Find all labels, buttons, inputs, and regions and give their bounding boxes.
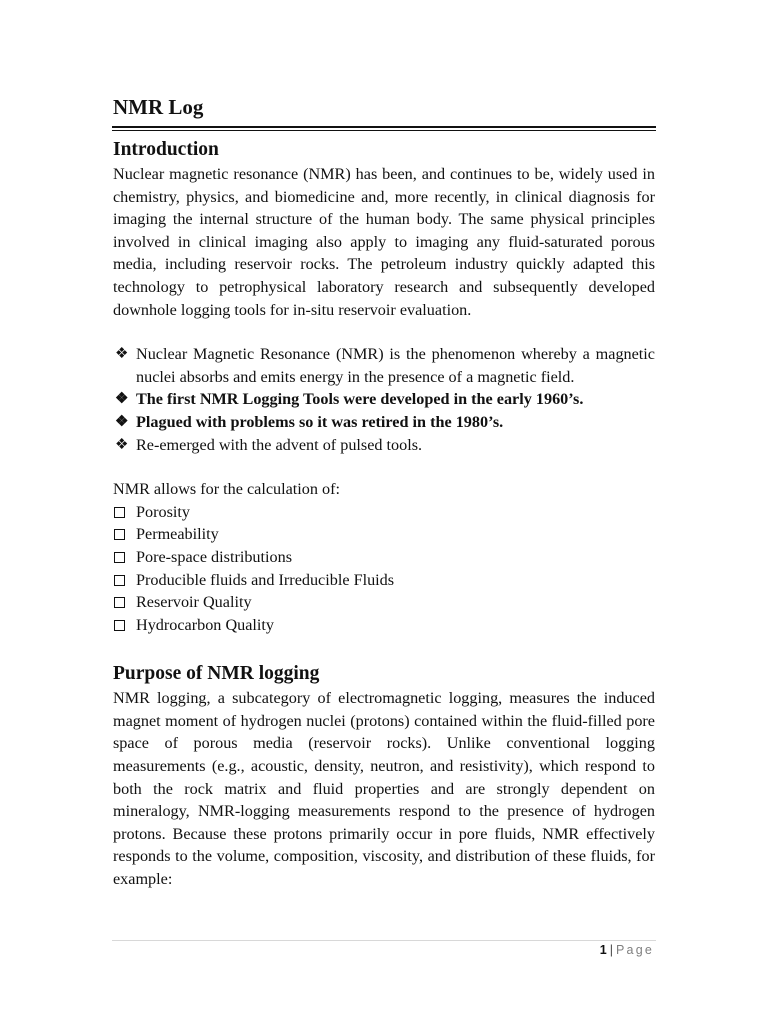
- diamond-bullet-icon: ❖: [115, 346, 129, 363]
- checkbox-bullet-icon: [114, 529, 125, 540]
- checkbox-bullet-icon: [114, 620, 125, 631]
- page-footer: [600, 943, 654, 957]
- page-number: 1: [599, 943, 607, 957]
- list-item-text: Plagued with problems so it was retired in the 1980’s.: [136, 412, 504, 431]
- introduction-heading: Introduction: [113, 139, 219, 160]
- list-item-text: The first NMR Logging Tools were developed in the early 1960’s.: [136, 390, 584, 409]
- list-item: [113, 614, 655, 637]
- checkbox-bullet-icon: [114, 552, 125, 563]
- checkbox-bullet-icon: [114, 507, 125, 518]
- list-item: [113, 546, 655, 569]
- list-item: [113, 434, 655, 457]
- diamond-bullet-icon: ❖: [115, 436, 129, 453]
- purpose-heading: Purpose of NMR logging: [113, 663, 320, 685]
- footer-rule: [112, 940, 656, 941]
- document-body: [113, 136, 655, 891]
- diamond-bullet-icon: ❖: [115, 413, 129, 430]
- introduction-paragraph: Nuclear magnetic resonance (NMR) has been, and continues to be, widely used in chemistry, physics, and biomedicine and, more recently, in clinical diagnosis for imaging the internal structure of the human body. The same physical principles involved in clinical imaging also apply to imaging any fluid-saturated porous media, including reservoir rocks. The petroleum industry quickly adapted this technology to petrophysical laboratory research and subsequently developed downhole logging tools for in-situ reservoir evaluation.: [113, 165, 655, 319]
- list-item: [113, 569, 655, 592]
- calculation-lead: NMR allows for the calculation of:: [113, 480, 341, 499]
- list-item-text: Reservoir Quality: [136, 593, 252, 612]
- checkbox-bullet-icon: [114, 597, 125, 608]
- list-item-text: Producible fluids and Irreducible Fluids: [136, 570, 395, 589]
- list-item: [113, 411, 655, 434]
- document-title: NMR Log: [113, 95, 204, 119]
- list-item-text: Pore-space distributions: [136, 547, 293, 566]
- list-item-text: Re-emerged with the advent of pulsed tools.: [136, 435, 423, 454]
- list-item-text: Permeability: [136, 525, 219, 544]
- list-item-text: Porosity: [136, 502, 190, 521]
- nmr-facts-list: [113, 343, 655, 456]
- purpose-paragraph: NMR logging, a subcategory of electromagnetic logging, measures the induced magnet moment of hydrogen nuclei (protons) contained within the fluid-filled pore space of porous media (reservoir rocks). Unlike conventional logging measurements (e.g., acoustic, density, neutron, and resistivity), which respond to both the rock matrix and fluid properties and are strongly dependent on mineralogy, NMR-logging measurements respond to the presence of hydrogen protons. Because these protons primarily occur in pore fluids, NMR effectively responds to the volume, composition, viscosity, and distribution of these fluids, for example:: [113, 689, 655, 889]
- list-item: [113, 343, 655, 388]
- list-item: [113, 501, 655, 524]
- title-rule: [112, 126, 656, 128]
- list-item: [113, 523, 655, 546]
- footer-separator: |: [609, 943, 613, 957]
- diamond-bullet-icon: ❖: [115, 391, 129, 408]
- page-label: Page: [616, 943, 654, 957]
- checkbox-bullet-icon: [114, 575, 125, 586]
- title-rule-thin: [112, 130, 656, 131]
- calculation-list: [113, 501, 655, 637]
- list-item-text: Hydrocarbon Quality: [136, 615, 275, 634]
- list-item-text: Nuclear Magnetic Resonance (NMR) is the phenomenon whereby a magnetic nuclei absorbs and emits energy in the presence of a magnetic field.: [136, 345, 655, 386]
- list-item: [113, 388, 655, 411]
- list-item: [113, 591, 655, 614]
